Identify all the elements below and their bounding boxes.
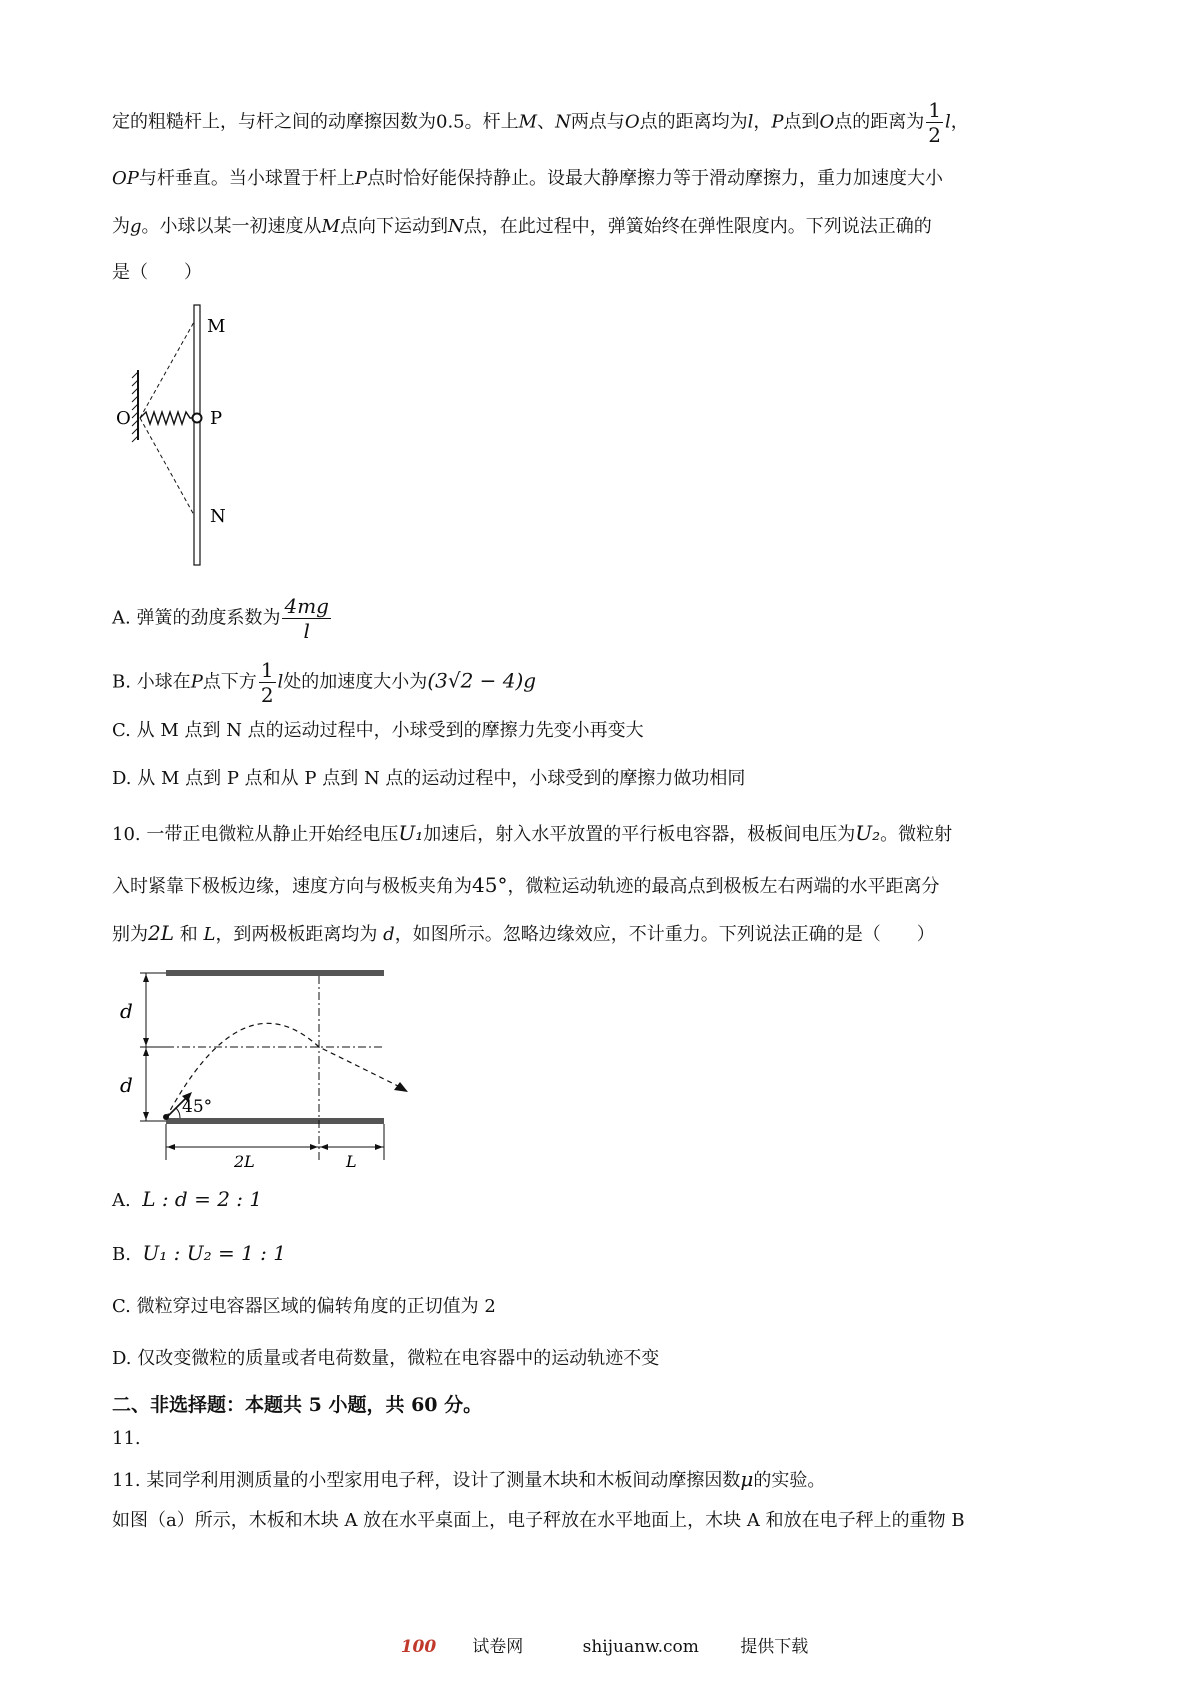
q10-option-a: A. L : d = 2 : 1 — [112, 1187, 263, 1211]
ball — [193, 414, 202, 423]
top-plate — [166, 970, 384, 976]
q10-option-b: B. U₁ : U₂ = 1 : 1 — [112, 1241, 286, 1265]
fraction-half: $\frac{1}{2}$ — [928, 98, 941, 147]
fraction-half-b: $\frac{1}{2}$ — [260, 658, 274, 707]
label-N: N — [210, 506, 226, 527]
label-d-top: d — [120, 999, 133, 1023]
q9-line3: 为g。小球以某一初速度从M点向下运动到N点，在此过程中，弹簧始终在弹性限度内。下列说法正确的 — [112, 216, 932, 237]
q9-figure — [110, 300, 250, 570]
page-footer — [0, 1632, 1191, 1657]
label-O: O — [116, 408, 131, 429]
q9-option-a: A. 弹簧的劲度系数为 $\frac{4mg}{l}$ — [112, 594, 329, 643]
q10-option-c: C. 微粒穿过电容器区域的偏转角度的正切值为 2 — [112, 1296, 496, 1317]
label-2L: 2L — [234, 1152, 255, 1170]
label-d-bottom: d — [120, 1073, 133, 1097]
q9-option-d: D. 从 M 点到 P 点和从 P 点到 N 点的运动过程中，小球受到的摩擦力做功相同 — [112, 768, 746, 789]
trajectory-arrow — [394, 1082, 408, 1092]
provide-download: 提供下载 — [740, 1637, 809, 1657]
particle — [163, 1114, 169, 1120]
fraction-4mg-l: $\frac{4mg}{l}$ — [284, 594, 329, 643]
dashed-OM — [140, 322, 194, 418]
label-M: M — [207, 316, 226, 337]
site-name: 试卷网 — [472, 1637, 524, 1657]
q10-figure — [110, 960, 420, 1170]
label-P: P — [210, 408, 223, 429]
q9-option-b: B. 小球在P点下方 $\frac{1}{2}$ l处的加速度大小为(3√2 − 4)g — [112, 658, 537, 707]
bottom-plate — [166, 1118, 384, 1124]
q9-line1: 定的粗糙杆上，与杆之间的动摩擦因数为0.5。杆上M、N两点与O点的距离均为l，P点到O点的距离为 $\frac{1}{2}$ l， — [112, 98, 969, 147]
site-url[interactable]: shijuanw.com — [582, 1637, 699, 1657]
label-L: L — [346, 1152, 357, 1170]
site-logo: 100 — [400, 1637, 437, 1657]
q9-option-c: C. 从 M 点到 N 点的运动过程中，小球受到的摩擦力先变小再变大 — [112, 720, 644, 741]
rod — [194, 305, 200, 565]
q9-line4: 是（ ） — [112, 262, 202, 283]
spring — [140, 412, 194, 424]
q9-line2: OP与杆垂直。当小球置于杆上P点时恰好能保持静止。设最大静摩擦力等于滑动摩擦力，重力加速度大小 — [112, 168, 943, 189]
q10-option-d: D. 仅改变微粒的质量或者电荷数量，微粒在电容器中的运动轨迹不变 — [112, 1348, 660, 1369]
q11-line2: 如图（a）所示，木板和木块 A 放在水平桌面上，电子秤放在水平地面上，木块 A 和放在电子秤上的重物 B — [112, 1510, 965, 1531]
q10-line1: 10. 一带正电微粒从静止开始经电压U₁加速后，射入水平放置的平行板电容器，极板间电压为U₂。微粒射 — [112, 821, 953, 845]
q10-line2: 入时紧靠下极板边缘，速度方向与极板夹角为45°，微粒运动轨迹的最高点到极板左右两端的水平距离分 — [112, 873, 940, 897]
q11-line1: 11. 某同学利用测质量的小型家用电子秤，设计了测量木块和木板间动摩擦因数μ的实验。 — [112, 1467, 826, 1491]
q10-line3: 别为2L 和 L，到两极板距离均为 d，如图所示。忽略边缘效应，不计重力。下列说法正确的是（ ） — [112, 921, 935, 945]
label-45deg: 45° — [182, 1097, 213, 1117]
q11-number: 11. — [112, 1428, 141, 1449]
section-heading: 二、非选择题：本题共 5 小题，共 60 分。 — [112, 1394, 483, 1416]
dashed-ON — [140, 418, 194, 515]
